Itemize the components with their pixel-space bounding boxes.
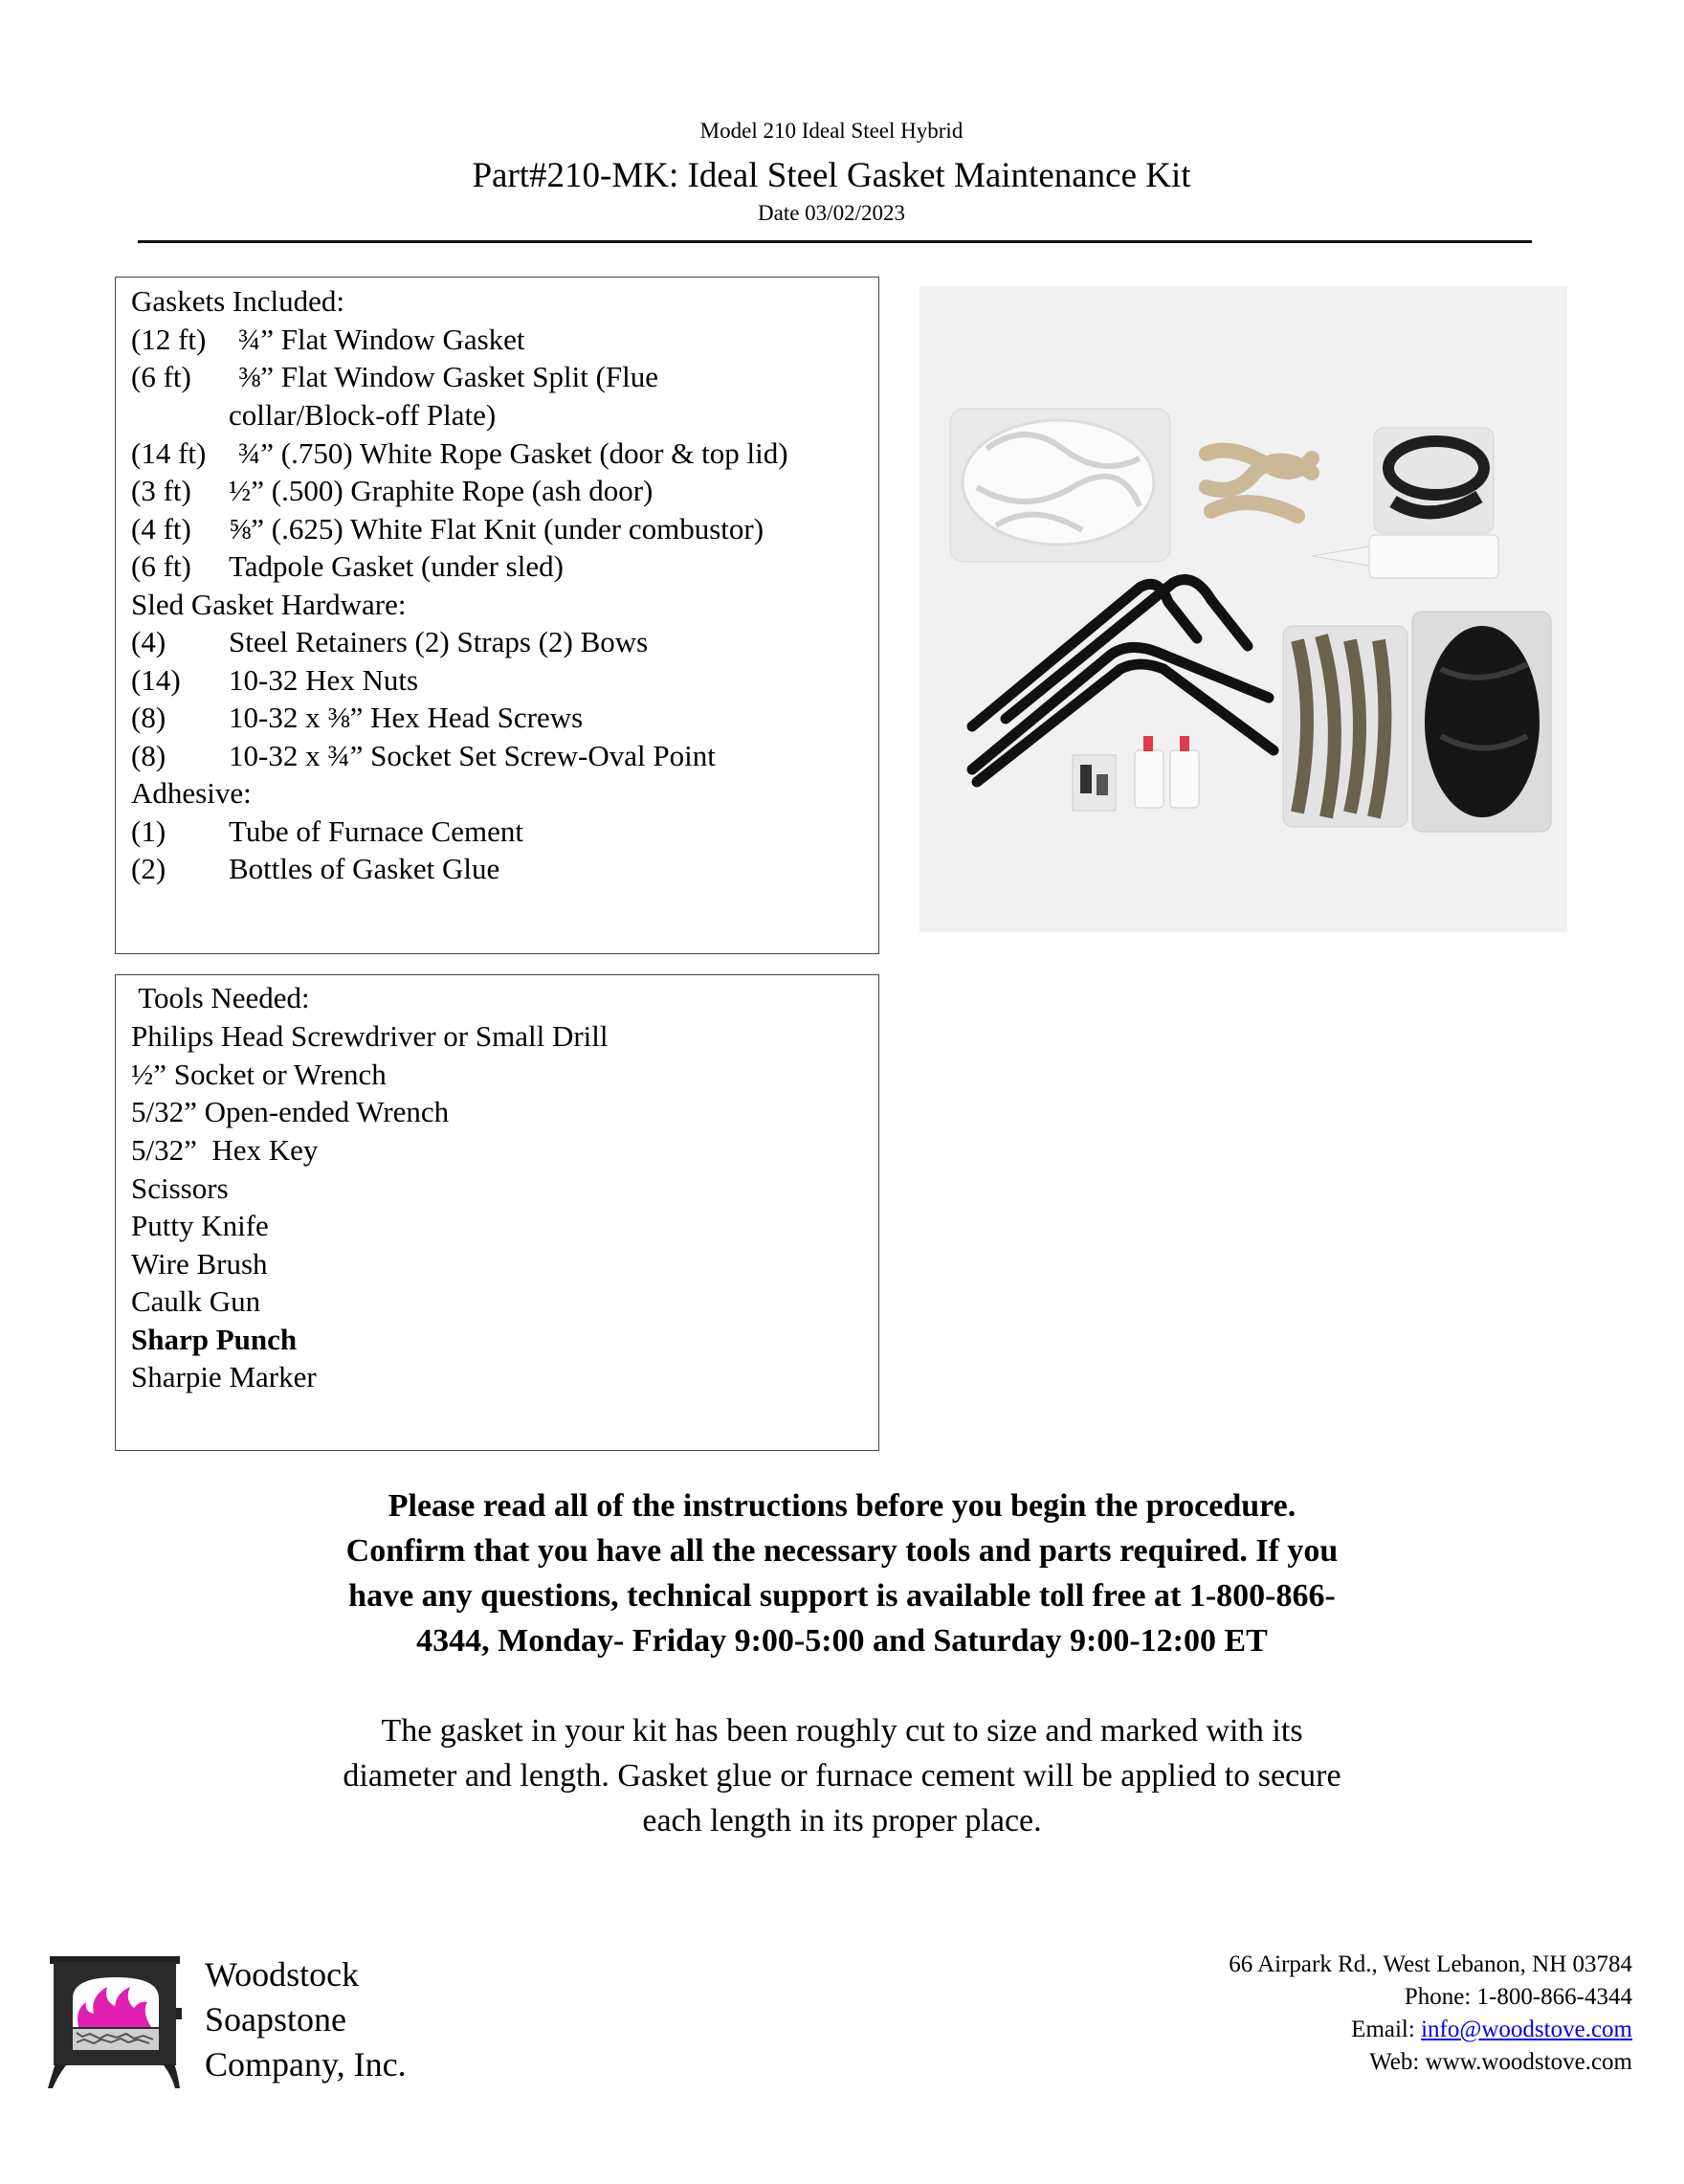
tool-item: Putty Knife — [131, 1209, 269, 1242]
graphite-rope-bag — [1374, 428, 1494, 533]
tool-item: Sharpie Marker — [131, 1360, 317, 1393]
model-name: Model 210 Ideal Steel Hybrid — [699, 119, 964, 143]
gasket-description-paragraph — [239, 1708, 1445, 1843]
email-line — [1229, 2014, 1632, 2046]
tadpole-gasket-bag — [1412, 612, 1551, 832]
company-name-line: Soapstone — [205, 2000, 346, 2039]
tool-item: Philips Head Screwdriver or Small Drill — [131, 1019, 609, 1053]
hardware-qty: (8) — [131, 701, 166, 734]
email-link[interactable]: info@woodstove.com — [1421, 2017, 1632, 2042]
tool-item: Caulk Gun — [131, 1284, 261, 1318]
gasket-desc: ¾” (.750) White Rope Gasket (door & top lid) — [238, 436, 788, 470]
contact-info — [1229, 1949, 1632, 2079]
website: Web: www.woodstove.com — [1369, 2049, 1632, 2075]
stove-icon — [44, 1949, 188, 2092]
adhesive-desc: Tube of Furnace Cement — [229, 814, 523, 848]
graphite-gasket-bag — [1283, 626, 1407, 827]
hardware-desc: 10-32 Hex Nuts — [229, 663, 419, 697]
gasket-qty: (12 ft) — [131, 323, 207, 356]
tool-item: Wire Brush — [131, 1247, 268, 1281]
hardware-heading: Sled Gasket Hardware: — [131, 588, 407, 621]
gasket-qty: (14 ft) — [131, 436, 207, 470]
address: 66 Airpark Rd., West Lebanon, NH 03784 — [1229, 1951, 1632, 1977]
notice-line: Confirm that you have all the necessary tools and parts required. If you — [345, 1533, 1339, 1569]
header-divider — [138, 240, 1532, 243]
notice-line: Please read all of the instructions before you begin the procedure. — [388, 1488, 1296, 1524]
gasket-desc-continued: collar/Block-off Plate) — [229, 398, 497, 432]
email-label: Email: — [1351, 2017, 1422, 2042]
white-rope-bag — [950, 409, 1170, 562]
gasket-qty: (4 ft) — [131, 512, 191, 546]
hardware-qty: (4) — [131, 625, 166, 658]
gasket-desc: ½” (.500) Graphite Rope (ash door) — [229, 474, 654, 507]
screws-bag — [1073, 755, 1116, 811]
notice-line: 4344, Monday- Friday 9:00-5:00 and Saturday 9:00-12:00 ET — [416, 1623, 1268, 1659]
gasket-desc: Tadpole Gasket (under sled) — [229, 549, 564, 583]
hardware-desc: 10-32 x ⅜” Hex Head Screws — [229, 701, 584, 734]
gasket-qty: (6 ft) — [131, 549, 191, 583]
gasket-desc: ⅝” (.625) White Flat Knit (under combustor) — [229, 512, 764, 546]
gasket-qty: (3 ft) — [131, 474, 191, 507]
tool-item-emphasized: Sharp Punch — [131, 1323, 298, 1356]
kit-contents-box — [115, 277, 879, 954]
tool-item: Scissors — [131, 1171, 229, 1205]
adhesive-desc: Bottles of Gasket Glue — [229, 852, 500, 885]
tool-item: ½” Socket or Wrench — [131, 1058, 387, 1091]
tool-item: 5/32” Hex Key — [131, 1133, 319, 1167]
tool-item: 5/32” Open-ended Wrench — [131, 1095, 450, 1128]
paragraph-line: each length in its proper place. — [642, 1803, 1042, 1839]
hardware-desc: Steel Retainers (2) Straps (2) Bows — [229, 625, 649, 658]
paragraph-line: diameter and length. Gasket glue or furnace cement will be applied to secure — [343, 1758, 1341, 1794]
adhesive-qty: (2) — [131, 852, 166, 885]
gasket-desc: ⅜” Flat Window Gasket Split (Flue — [238, 360, 659, 393]
tools-heading: Tools Needed: — [131, 981, 310, 1014]
gaskets-heading: Gaskets Included: — [131, 284, 344, 318]
hardware-qty: (14) — [131, 663, 181, 697]
page-title: Part#210-MK: Ideal Steel Gasket Maintenance Kit — [472, 156, 1191, 195]
kit-photo-illustration — [920, 286, 1567, 932]
hardware-desc: 10-32 x ¾” Socket Set Screw-Oval Point — [229, 739, 716, 772]
company-name-line: Company, Inc. — [205, 2045, 407, 2084]
kit-photo — [920, 286, 1567, 932]
paragraph-line: The gasket in your kit has been roughly cut to size and marked with its — [381, 1713, 1303, 1749]
adhesive-qty: (1) — [131, 814, 166, 848]
notice-line: have any questions, technical support is available toll free at 1-800-866- — [348, 1578, 1336, 1614]
woodstock-stove-logo — [44, 1949, 188, 2092]
tools-needed-box — [115, 974, 879, 1451]
document-date: Date 03/02/2023 — [758, 201, 905, 225]
gasket-desc: ¾” Flat Window Gasket — [238, 323, 525, 356]
adhesive-heading: Adhesive: — [131, 776, 252, 810]
company-name — [205, 1952, 407, 2087]
company-name-line: Woodstock — [205, 1955, 360, 1994]
gasket-qty: (6 ft) — [131, 360, 191, 393]
instructions-notice — [239, 1483, 1445, 1663]
phone: Phone: 1-800-866-4344 — [1404, 1984, 1632, 2010]
hardware-qty: (8) — [131, 739, 166, 772]
